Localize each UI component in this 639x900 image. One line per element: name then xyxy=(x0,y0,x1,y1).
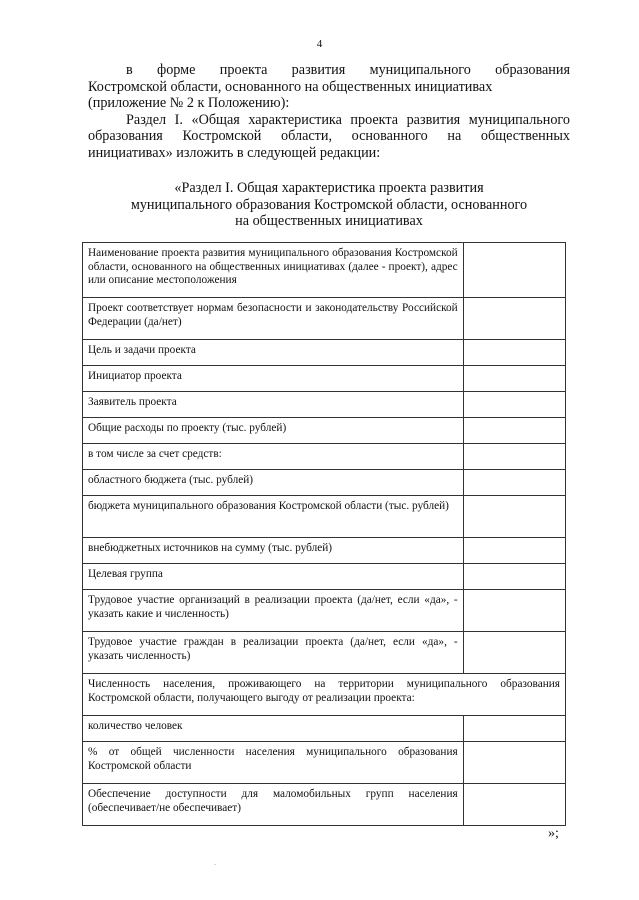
table-row xyxy=(83,366,566,392)
table-row xyxy=(83,470,566,496)
table-row xyxy=(83,674,566,716)
row-label: Цель и задачи проекта xyxy=(83,340,464,366)
page-number: 4 xyxy=(316,38,323,50)
heading-line-3: на общественных инициативах xyxy=(235,213,423,229)
row-value-cell[interactable] xyxy=(463,538,565,564)
section-heading xyxy=(88,180,570,230)
row-label: бюджета муниципального образования Костромской области (тыс. рублей) xyxy=(83,496,464,538)
row-label: областного бюджета (тыс. рублей) xyxy=(83,470,464,496)
row-value-cell[interactable] xyxy=(463,632,565,674)
row-label: Обеспечение доступности для маломобильных групп населения (обеспечивает/не обеспечивает) xyxy=(83,784,464,826)
row-value-cell[interactable] xyxy=(463,243,565,298)
table-row xyxy=(83,340,566,366)
row-value-cell[interactable] xyxy=(463,444,565,470)
row-value-cell[interactable] xyxy=(463,392,565,418)
row-value-cell[interactable] xyxy=(463,418,565,444)
row-value-cell[interactable] xyxy=(463,496,565,538)
row-label: количество человек xyxy=(83,716,464,742)
row-label: внебюджетных источников на сумму (тыс. рублей) xyxy=(83,538,464,564)
table-row xyxy=(83,444,566,470)
table-row xyxy=(83,590,566,632)
row-value-cell[interactable] xyxy=(463,366,565,392)
table-row xyxy=(83,742,566,784)
intro-line-1: в форме проекта развития муниципального образования xyxy=(126,62,570,78)
row-label: в том числе за счет средств: xyxy=(83,444,464,470)
table-row xyxy=(83,243,566,298)
intro-line-3: (приложение № 2 к Положению): xyxy=(88,95,290,111)
intro-text xyxy=(88,62,570,161)
row-label: % от общей численности населения муниципального образования Костромской области xyxy=(83,742,464,784)
row-label: Инициатор проекта xyxy=(83,366,464,392)
table-row xyxy=(83,716,566,742)
table-row xyxy=(83,298,566,340)
project-characteristics-table xyxy=(82,242,566,826)
row-label: Общие расходы по проекту (тыс. рублей) xyxy=(83,418,464,444)
table-row xyxy=(83,564,566,590)
row-value-cell[interactable] xyxy=(463,742,565,784)
row-label: Трудовое участие граждан в реализации проекта (да/нет, если «да», - указать численность) xyxy=(83,632,464,674)
row-value-cell[interactable] xyxy=(463,564,565,590)
closing-quote: »; xyxy=(548,826,559,841)
table-row xyxy=(83,632,566,674)
intro-line-2: Костромской области, основанного на общественных инициативах xyxy=(88,78,493,95)
table-row xyxy=(83,784,566,826)
intro-paragraph-2: Раздел I. «Общая характеристика проекта развития муниципального образования Костромской области, основанного на общественных инициативах» изложить в следующей редакции: xyxy=(88,111,570,161)
scan-mark: . xyxy=(214,858,216,867)
population-header-cell: Численность населения, проживающего на территории муниципального образования Костромской области, получающего выгоду от реализации проекта: xyxy=(83,674,566,716)
row-label: Проект соответствует нормам безопасности и законодательству Российской Федерации (да/нет) xyxy=(83,298,464,340)
row-label: Трудовое участие организаций в реализации проекта (да/нет, если «да», - указать какие и численность) xyxy=(83,590,464,632)
row-value-cell[interactable] xyxy=(463,298,565,340)
row-value-cell[interactable] xyxy=(463,340,565,366)
heading-line-1: «Раздел I. Общая характеристика проекта развития xyxy=(174,180,484,196)
row-value-cell[interactable] xyxy=(463,470,565,496)
table-row xyxy=(83,538,566,564)
row-label: Наименование проекта развития муниципального образования Костромской области, основанного на общественных инициативах (далее - проект), адрес или описание местоположения xyxy=(83,243,464,298)
heading-line-2: муниципального образования Костромской области, основанного xyxy=(130,196,528,213)
row-label: Целевая группа xyxy=(83,564,464,590)
table-row xyxy=(83,418,566,444)
table-row xyxy=(83,496,566,538)
row-value-cell[interactable] xyxy=(463,590,565,632)
row-label: Заявитель проекта xyxy=(83,392,464,418)
table-row xyxy=(83,392,566,418)
row-value-cell[interactable] xyxy=(463,784,565,826)
row-value-cell[interactable] xyxy=(463,716,565,742)
